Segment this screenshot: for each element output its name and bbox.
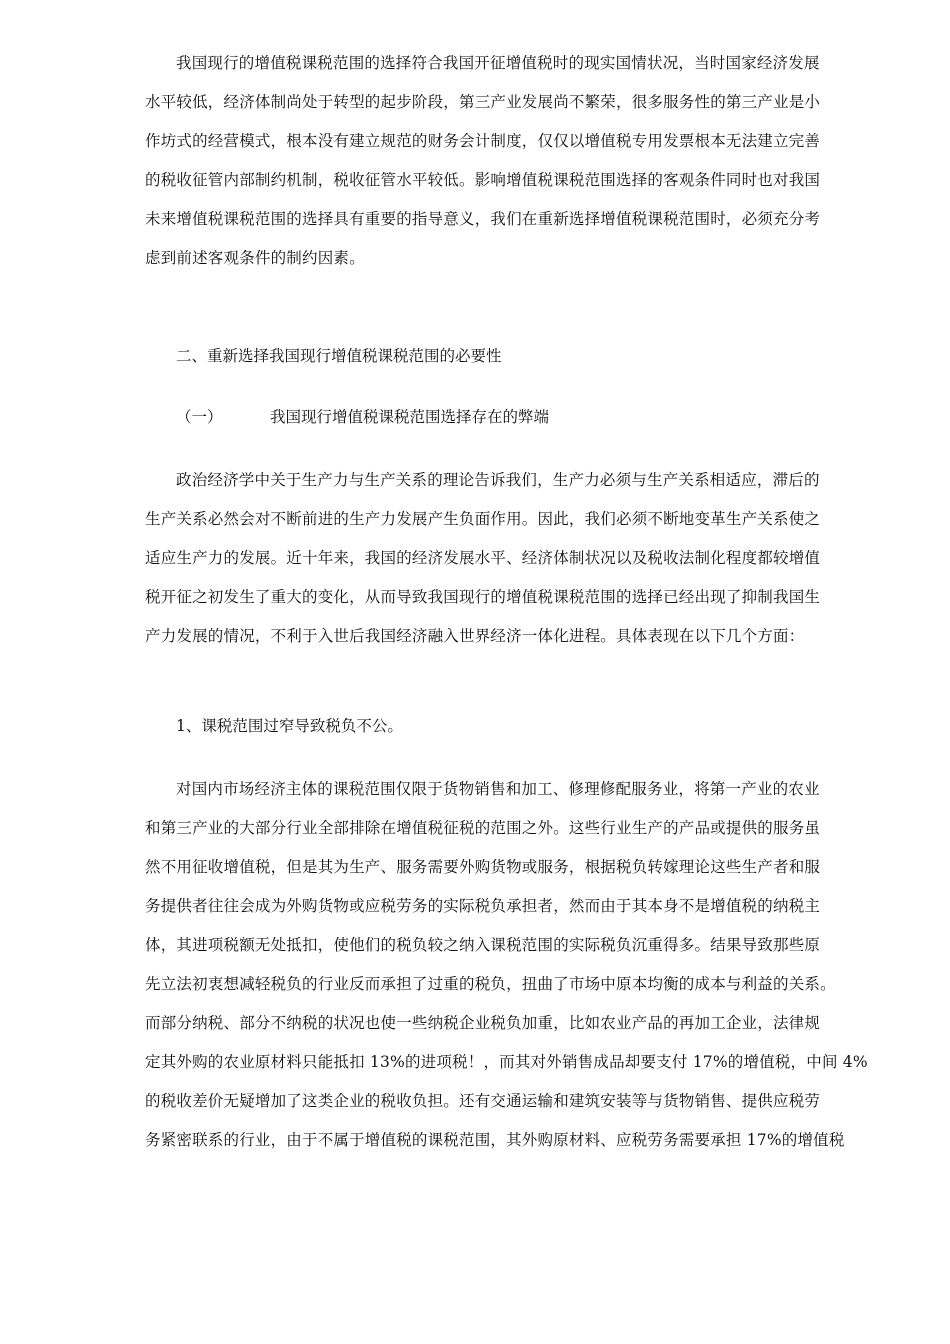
text-line: 适应生产力的发展。近十年来，我国的经济发展水平、经济体制状况以及税收法制化程度都较增值 [145,549,821,567]
text-line: 的税收征管内部制约机制，税收征管水平较低。影响增值税课税范围选择的客观条件同时也对我国 [145,171,821,189]
text-line: 和第三产业的大部分行业全部排除在增值税征税的范围之外。这些行业生产的产品或提供的服务虽 [145,819,821,837]
text-line: 政治经济学中关于生产力与生产关系的理论告诉我们，生产力必须与生产关系相适应，滞后的 [176,471,820,489]
text-line: 务提供者往往会成为外购货物或应税劳务的实际税负承担者，然而由于其本身不是增值税的纳税主 [145,897,821,915]
paragraph-current-scope [145,44,885,278]
section-heading: 二、重新选择我国现行增值税课税范围的必要性 [176,347,502,365]
subsection-number: （一） [176,408,223,426]
text-line: 未来增值税课税范围的选择具有重要的指导意义，我们在重新选择增值税课税范围时，必须充分考 [145,210,821,228]
text-line: 务紧密联系的行业，由于不属于增值税的课税范围，其外购原材料、应税劳务需要承担 17%的增值税 [145,1131,845,1149]
subsection-heading [176,405,549,429]
text-line: 对国内市场经济主体的课税范围仅限于货物销售和加工、修理修配服务业，将第一产业的农业 [176,780,820,798]
text-line: 虑到前述客观条件的制约因素。 [145,249,365,267]
text-line: 税开征之初发生了重大的变化，从而导致我国现行的增值税课税范围的选择已经出现了抑制我国生 [145,588,821,606]
text-line: 产力发展的情况，不利于入世后我国经济融入世界经济一体化进程。具体表现在以下几个方面： [145,627,805,645]
text-line: 的税收差价无疑增加了这类企业的税收负担。还有交通运输和建筑安装等与货物销售、提供应税劳 [145,1092,821,1110]
text-line: 然不用征收增值税，但是其为生产、服务需要外购货物或服务，根据税负转嫁理论这些生产者和服 [145,858,821,876]
text-line: 水平较低，经济体制尚处于转型的起步阶段，第三产业发展尚不繁荣，很多服务性的第三产业是小 [145,93,821,111]
text-line: 生产关系必然会对不断前进的生产力发展产生负面作用。因此，我们必须不断地变革生产关系使之 [145,510,821,528]
paragraph-political-economy [145,461,885,656]
text-line: 而部分纳税、部分不纳税的状况也使一些纳税企业税负加重，比如农业产品的再加工企业，法律规 [145,1014,821,1032]
paragraph-narrow-scope [145,770,885,1160]
text-line: 体，其进项税额无处抵扣，使他们的税负较之纳入课税范围的实际税负沉重得多。结果导致那些原 [145,936,821,954]
subsection-title: 我国现行增值税课税范围选择存在的弊端 [270,408,550,426]
text-line: 作坊式的经营模式，根本没有建立规范的财务会计制度，仅仅以增值税专用发票根本无法建立完善 [145,132,821,150]
text-line: 我国现行的增值税课税范围的选择符合我国开征增值税时的现实国情状况，当时国家经济发展 [176,54,820,72]
text-line: 先立法初衷想减轻税负的行业反而承担了过重的税负，扭曲了市场中原本均衡的成本与利益的关系。 [145,975,836,993]
item-heading: 1、课税范围过窄导致税负不公。 [176,717,403,735]
text-line: 定其外购的农业原材料只能抵扣 13%的进项税！，而其对外销售成品却要支付 17%的增值税，中间 4% [145,1053,868,1071]
